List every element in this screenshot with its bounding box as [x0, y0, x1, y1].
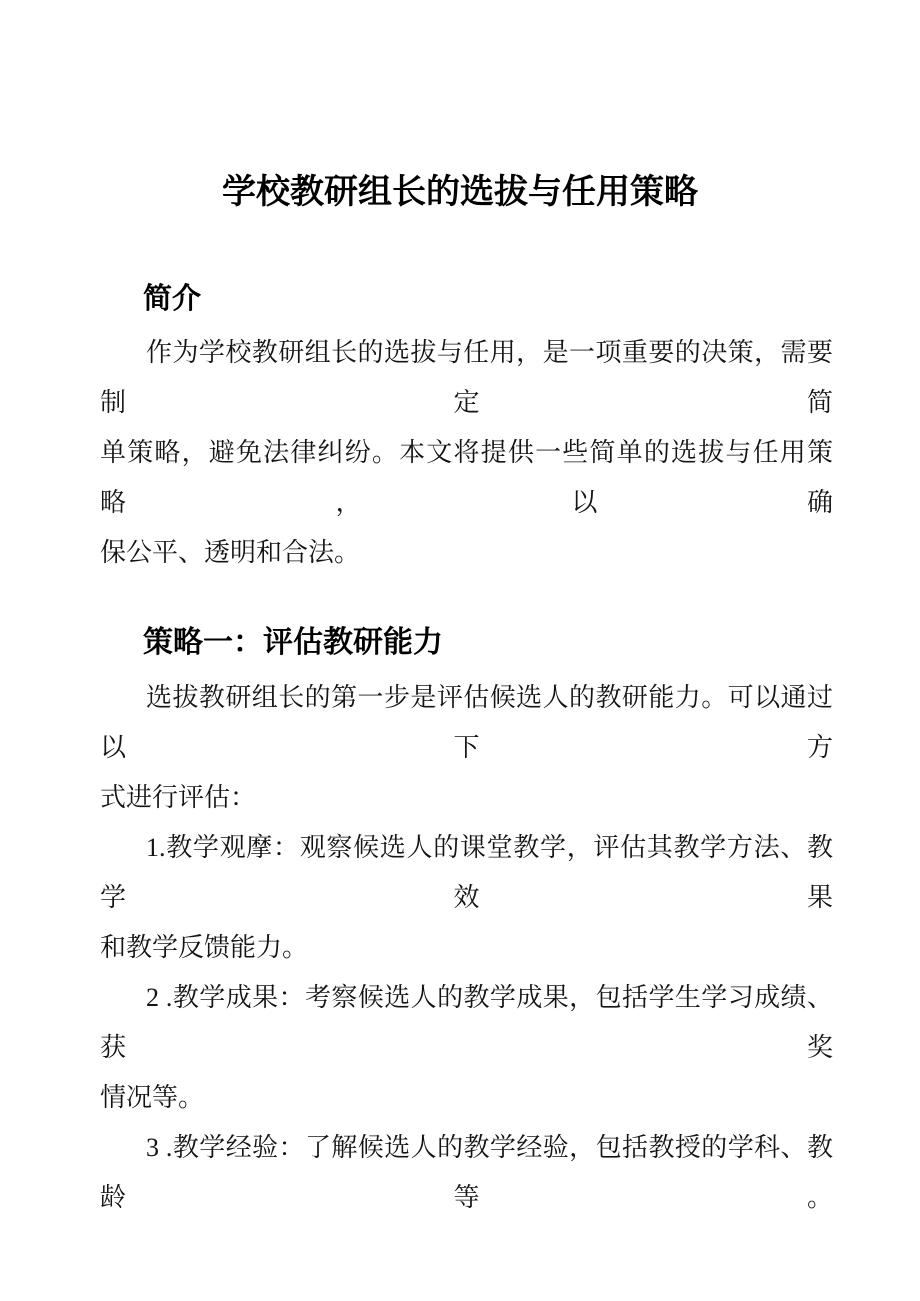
paragraph-line: 单策略，避免法律纠纷。本文将提供一些简单的选拔与任用策略，以确 [100, 438, 833, 517]
paragraph-line: 选拔教研组长的第一步是评估候选人的教研能力。可以通过以下方 [100, 683, 833, 762]
list-item-line: 情况等。 [100, 1083, 205, 1112]
document-title: 学校教研组长的选拔与任用策略 [222, 173, 698, 211]
paragraph-line: 作为学校教研组长的选拔与任用，是一项重要的决策，需要制定简 [100, 338, 833, 417]
list-item-line: 3 .教学经验：了解候选人的教学经验，包括教授的学科、教龄等。 [100, 1133, 833, 1212]
section-heading-strategy-one: 策略一：评估教研能力 [143, 626, 443, 659]
paragraph-line: 保公平、透明和合法。 [100, 538, 361, 567]
paragraph-line: 式进行评估： [100, 783, 257, 812]
list-item-line: 和教学反馈能力。 [100, 933, 309, 962]
section-heading-intro: 简介 [143, 283, 202, 315]
list-item-line: 2 .教学成果：考察候选人的教学成果，包括学生学习成绩、获奖 [100, 983, 833, 1062]
list-item-line: 1.教学观摩：观察候选人的课堂教学，评估其教学方法、教学效果 [100, 833, 833, 912]
